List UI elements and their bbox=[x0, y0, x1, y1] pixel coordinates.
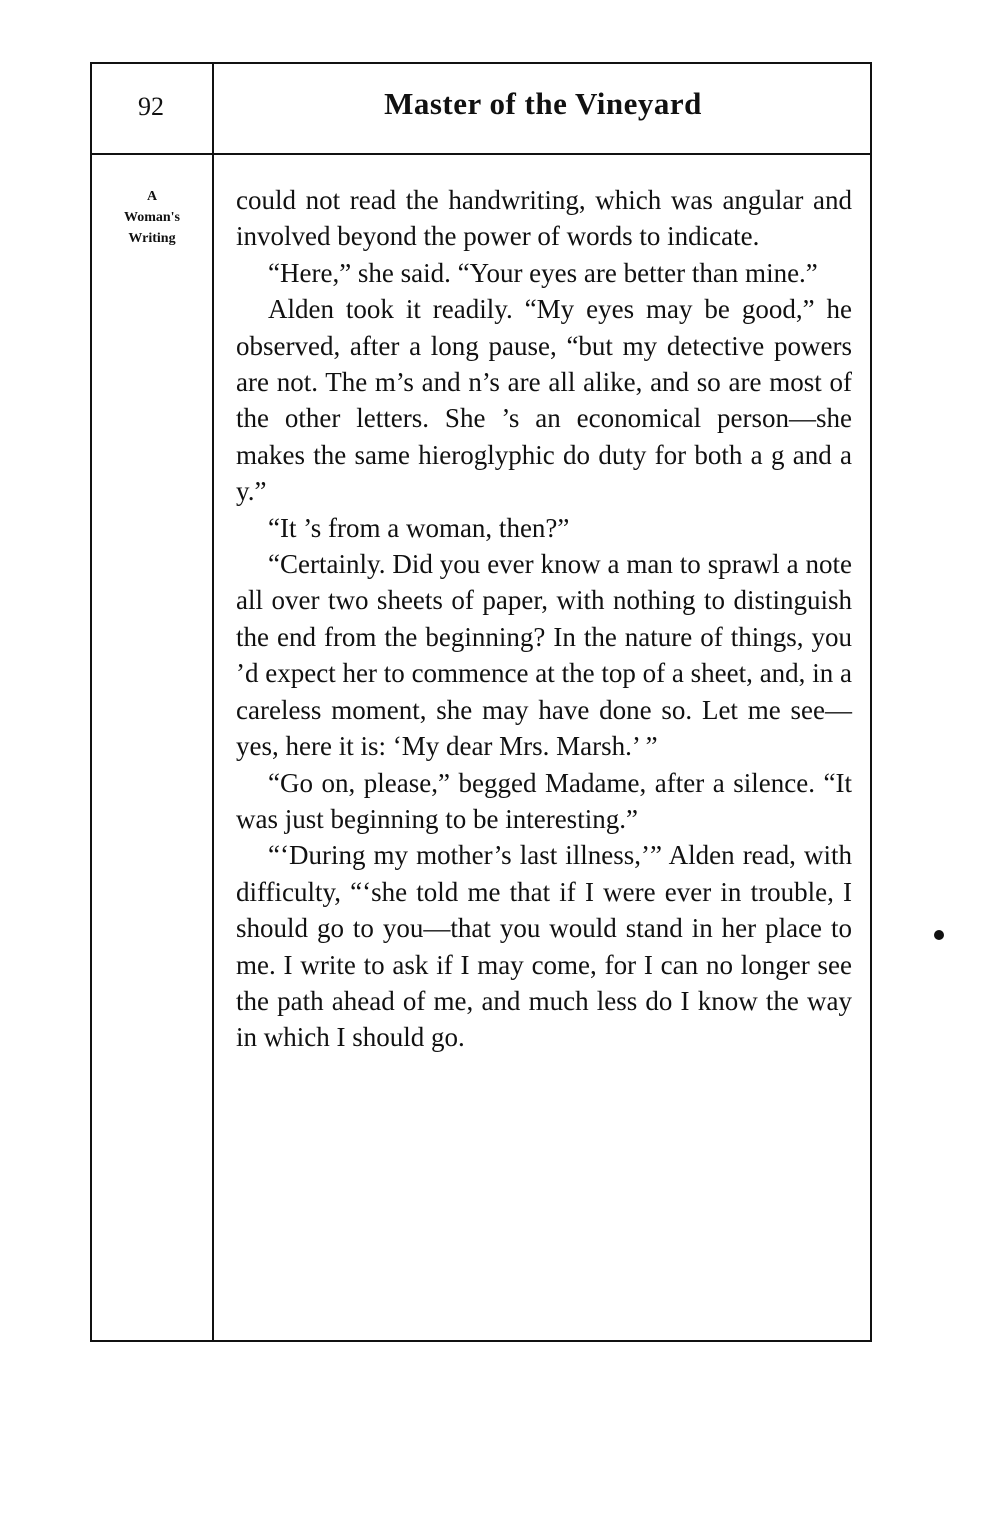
paragraph: “‘During my mother’s last illness,’” Alden read, with difficulty, “‘she told me that if I were ever in trouble, I should go to you—that you would stand in her place to me. I write to ask if I may come, for I can no longer see the path ahead of me, and much less do I know the way in which I should go. bbox=[236, 840, 852, 1053]
margin-sidenote bbox=[100, 186, 204, 249]
page-number: 92 bbox=[138, 92, 164, 121]
sidenote-line: Writing bbox=[128, 231, 176, 246]
sidenote-line: A bbox=[146, 189, 158, 204]
paragraph: Alden took it readily. “My eyes may be good,” he observed, after a long pause, “but my detective powers are not. The m’s and n’s are all alike, and so are most of the other letters. She ’s an economical person—she makes the same hieroglyphic do duty for both a g and a y.” bbox=[236, 294, 852, 507]
sidenote-line: Woman's bbox=[123, 210, 180, 225]
paragraph: could not read the handwriting, which was angular and involved beyond the power of words to indicate. bbox=[236, 185, 852, 252]
paragraph: “Certainly. Did you ever know a man to sprawl a note all over two sheets of paper, with nothing to distinguish the end from the beginning? In the nature of things, you ’d expect her to commence at the top of a sheet, and, in a careless moment, she may have done so. Let me see—yes, here it is: ‘My dear Mrs. Marsh.’ ” bbox=[236, 549, 852, 762]
body-text bbox=[236, 182, 852, 1056]
header-rule bbox=[90, 153, 872, 155]
running-title: Master of the Vineyard bbox=[384, 86, 702, 121]
paragraph: “It ’s from a woman, then?” bbox=[268, 512, 570, 543]
margin-dot bbox=[934, 930, 944, 940]
paragraph: “Go on, please,” begged Madame, after a silence. “It was just beginning to be interesting.” bbox=[236, 767, 852, 834]
paragraph: “Here,” she said. “Your eyes are better than mine.” bbox=[268, 257, 818, 288]
margin-column-rule bbox=[212, 62, 214, 1342]
